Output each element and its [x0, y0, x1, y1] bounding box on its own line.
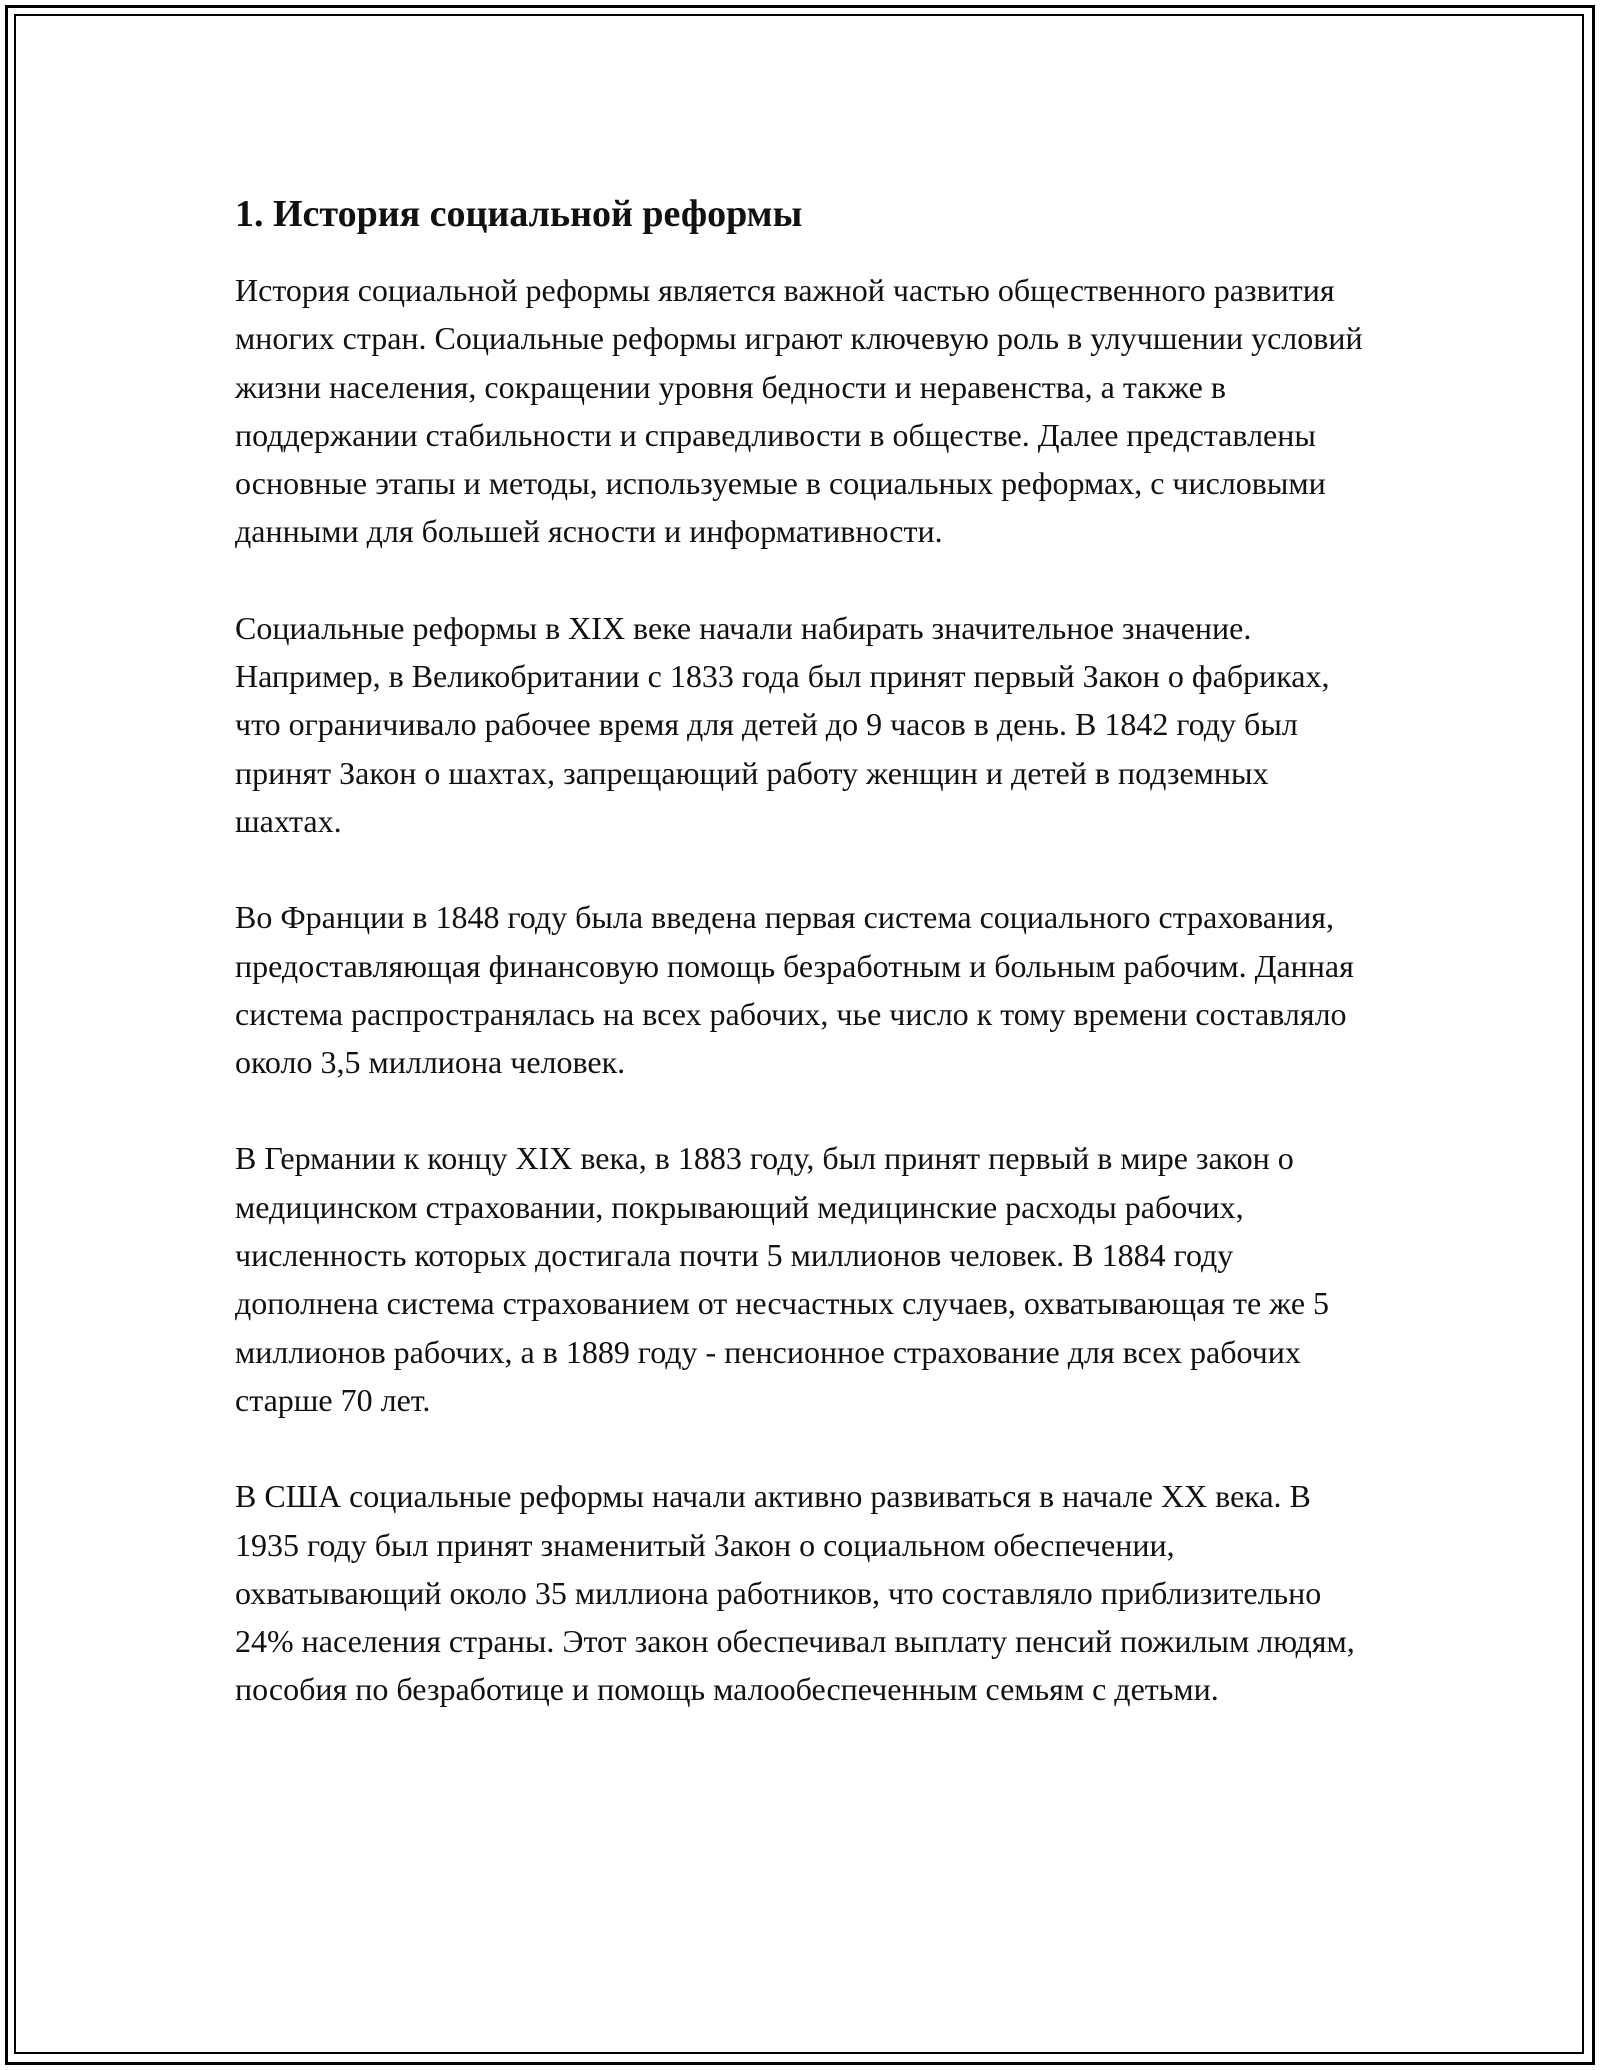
document-body	[235, 186, 1375, 1762]
paragraph-france: Во Франции в 1848 году была введена первая система социального страхования, предоставляющая финансовую помощь безработным и больным рабочим. Данная система распространялась на всех рабочих, чье число к тому времени составляло около 3,5 миллиона человек.	[235, 899, 1354, 1081]
section-heading: 1. История социальной реформы	[235, 193, 803, 235]
paragraph-intro: История социальной реформы является важной частью общественного развития многих стран. Социальные реформы играют ключевую роль в улучшении условий жизни населения, сокращении уровня бедности и неравенства, а также в поддержании стабильности и справедливости в обществе. Далее представлены основные этапы и методы, используемые в социальных реформах, с числовыми данными для большей ясности и информативности.	[235, 272, 1363, 550]
paragraph-usa: В США социальные реформы начали активно развиваться в начале XX века. В 1935 году был принят знаменитый Закон о социальном обеспечении, охватывающий около 35 миллиона работников, что составляло приблизительно 24% населения страны. Этот закон обеспечивал выплату пенсий пожилым людям, пособия по безработице и помощь малообеспеченным семьям с детьми.	[235, 1478, 1355, 1708]
paragraph-britain: Социальные реформы в XIX веке начали набирать значительное значение. Например, в Великобритании с 1833 года был принят первый Закон о фабриках, что ограничивало рабочее время для детей до 9 часов в день. В 1842 году был принят Закон о шахтах, запрещающий работу женщин и детей в подземных шахтах.	[235, 609, 1330, 839]
paragraph-germany: В Германии к концу XIX века, в 1883 году, был принят первый в мире закон о медицинском страховании, покрывающий медицинские расходы рабочих, численность которых достигала почти 5 миллионов человек. В 1884 году дополнена система страхованием от несчастных случаев, охватывающая те же 5 миллионов рабочих, а в 1889 году - пенсионное страхование для всех рабочих старше 70 лет.	[235, 1140, 1330, 1418]
